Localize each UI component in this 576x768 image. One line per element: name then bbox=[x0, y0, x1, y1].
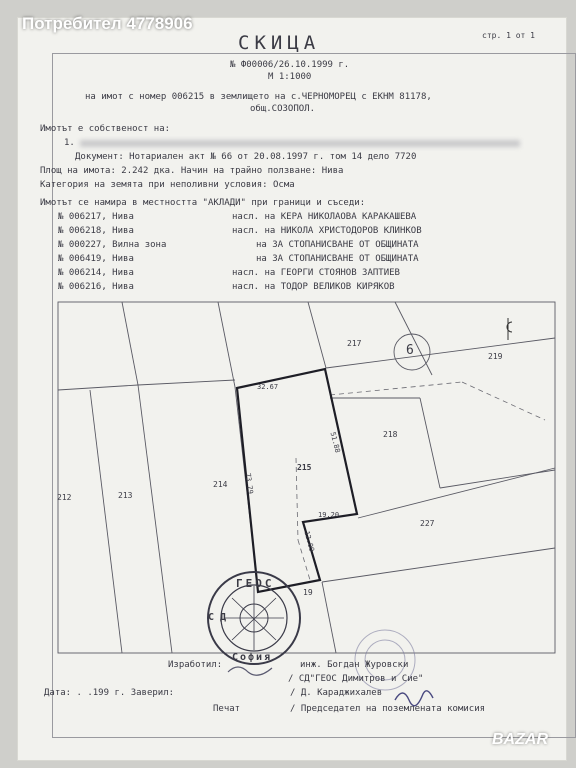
neighbor-id: № 006217, Нива bbox=[58, 212, 134, 222]
dimension-label: 19.20 bbox=[318, 511, 340, 519]
parcel-label: 227 bbox=[420, 519, 435, 528]
page-marker: стр. 1 от 1 bbox=[482, 31, 535, 40]
seal-text: София bbox=[232, 652, 273, 663]
location-line: Имотът се намира в местността "АКЛАДИ" при граници и съседи: bbox=[40, 198, 366, 208]
parcel-boundary bbox=[322, 582, 336, 653]
dimension-label: 12.09 bbox=[302, 530, 316, 553]
parcel-boundary bbox=[138, 380, 235, 385]
neighbor-owner: на ЗА СТОПАНИСВАНЕ ОТ ОБЩИНАТА bbox=[256, 254, 419, 264]
neighbor-id: № 006419, Нива bbox=[58, 254, 134, 264]
parcel-boundary bbox=[122, 302, 138, 385]
prepared-label: Изработил: bbox=[168, 660, 223, 670]
property-line: на имот с номер 006215 в землището на с.ЧЕРНОМОРЕЦ с ЕКНМ 81178, bbox=[85, 92, 432, 102]
parcel-label: 219 bbox=[488, 352, 503, 361]
parcel-boundary bbox=[218, 302, 235, 387]
dimension-label: 73.79 bbox=[243, 472, 255, 495]
scale-label: М 1:1000 bbox=[268, 72, 312, 82]
dashed-boundary bbox=[330, 382, 462, 395]
signature-mark bbox=[228, 667, 272, 675]
parcel-label: 212 bbox=[57, 493, 72, 502]
neighbor-id: № 006214, Нива bbox=[58, 268, 134, 278]
north-arrow bbox=[507, 318, 512, 340]
watermark-username: Потребител 4778906 bbox=[22, 14, 193, 33]
bazar-logo: BAZAR bbox=[492, 731, 548, 748]
date-field: Дата: . .199 г. Заверил: bbox=[44, 688, 175, 698]
category-line: Категория на земята при неполивни условия: Осма bbox=[40, 180, 295, 190]
neighbor-owner: на ЗА СТОПАНИСВАНЕ ОТ ОБЩИНАТА bbox=[256, 240, 419, 250]
parcel-boundary bbox=[308, 302, 326, 368]
verifier-name: / Д. Караджихалев bbox=[290, 688, 383, 698]
neighbor-owner: насл. на НИКОЛА ХРИСТОДОРОВ КЛИНКОВ bbox=[232, 226, 422, 236]
dimension-label: 51.88 bbox=[328, 431, 342, 454]
parcel-label: 213 bbox=[118, 491, 133, 500]
parcel-boundary bbox=[358, 468, 555, 518]
owner-index: 1. bbox=[64, 138, 75, 148]
document-line: Документ: Нотариален акт № 66 от 20.08.1997 г. том 14 дело 7720 bbox=[75, 152, 417, 162]
neighbor-id: № 006218, Нива bbox=[58, 226, 134, 236]
parcel-boundary bbox=[90, 390, 122, 653]
subject-parcel-label: 215 bbox=[297, 463, 312, 472]
dashed-boundary bbox=[462, 382, 545, 420]
seal-text: С Д bbox=[208, 612, 227, 623]
stamp-label: Печат bbox=[213, 704, 241, 714]
parcel-boundary bbox=[138, 385, 172, 653]
area-line: Площ на имота: 2.242 дка. Начин на трайно ползване: Нива bbox=[40, 166, 344, 176]
parcel-label: 218 bbox=[383, 430, 398, 439]
parcel-label: 19 bbox=[303, 588, 313, 597]
neighbor-id: № 000227, Вилна зона bbox=[58, 240, 167, 250]
parcel-boundary bbox=[322, 548, 555, 582]
neighbor-owner: насл. на ГЕОРГИ СТОЯНОВ ЗАПТИЕВ bbox=[232, 268, 400, 278]
neighbor-id: № 006216, Нива bbox=[58, 282, 134, 292]
neighbor-owner: насл. на ТОДОР ВЕЛИКОВ КИРЯКОВ bbox=[232, 282, 395, 292]
parcel-label: 217 bbox=[347, 339, 362, 348]
document-number: № Ф00006/26.10.1999 г. bbox=[230, 60, 350, 70]
chair-line: / Председател на поземлената комисия bbox=[290, 704, 486, 714]
parcel-boundary bbox=[58, 385, 138, 390]
sheet-number: 6 bbox=[406, 343, 414, 358]
company-name: / СД"ГЕОС Димитров и Сие" bbox=[288, 674, 424, 684]
parcel-label: 214 bbox=[213, 480, 228, 489]
municipality: общ.СОЗОПОЛ. bbox=[250, 104, 316, 114]
prepared-by: инж. Богдан Журовски bbox=[300, 660, 409, 670]
parcel-boundary bbox=[420, 398, 440, 488]
dimension-label: 32.67 bbox=[257, 383, 279, 391]
seal-text: ГЕОС bbox=[236, 577, 275, 590]
owned-by-label: Имотът е собственост на: bbox=[40, 124, 171, 134]
document-title: СКИЦА bbox=[238, 32, 321, 54]
parcel-215-outline bbox=[237, 369, 357, 592]
neighbor-owner: насл. на КЕРА НИКОЛАОВА КАРАКАШЕВА bbox=[232, 212, 417, 222]
